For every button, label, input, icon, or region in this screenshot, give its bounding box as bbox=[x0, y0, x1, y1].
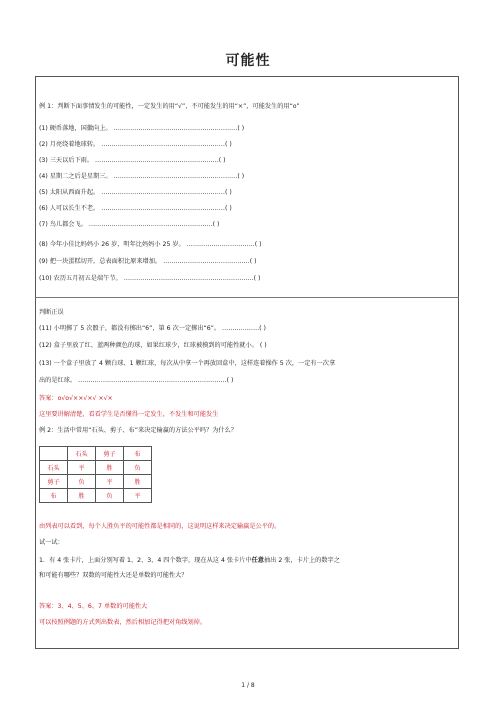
example1-item: (1) 硬币落地，国徽向上。 ……………………………………………………( ) bbox=[39, 125, 245, 132]
table-row bbox=[40, 461, 152, 475]
try-question-line-2: 和可能有哪些？双数的可能性大还是单数的可能性大？ bbox=[39, 572, 188, 579]
example1-item: (6) 人可以长生不老。 ……………………………………………………( ) bbox=[39, 205, 232, 212]
table-cell: 石头 bbox=[68, 447, 96, 461]
judge-item: 出的是红球。 ………………………………………………………………( ) bbox=[39, 377, 234, 384]
example1-heading: 例 1：判断下面事情发生的可能性，一定发生的用“√”，不可能发生的用“×”，可能发生的用“o” bbox=[39, 103, 300, 110]
try-question-text: 抽出 2 张，卡片上的数字之 bbox=[263, 557, 340, 564]
table-cell: 平 bbox=[68, 461, 96, 475]
page-title: 可能性 bbox=[225, 53, 271, 69]
table-cell: 负 bbox=[124, 461, 152, 475]
teacher-note-2: 可以按照例题的方式列出数表，然后相加记得把对角线划掉。 bbox=[39, 619, 207, 626]
table-cell: 胜 bbox=[124, 475, 152, 489]
table-cell: 胜 bbox=[96, 461, 124, 475]
conclusion: 由列表可以看到，每个人胜负平的可能性都是相同的，这说明这样来决定输赢是公平的。 bbox=[39, 523, 281, 530]
table-cell: 石头 bbox=[40, 461, 68, 475]
try-question-line-1 bbox=[39, 557, 340, 565]
table-cell: 布 bbox=[124, 447, 152, 461]
table-cell: 剪子 bbox=[40, 475, 68, 489]
judge-item: (13) 一个盒子里放了 4 颗白球、1 颗红球，每次从中拿一个再放回盒中，这样连着操作 5 次，一定有一次拿 bbox=[39, 360, 336, 367]
try-question-emphasis: 任意 bbox=[251, 557, 264, 564]
answer-2: 答案：3、4、5、6、7 单数的可能性大 bbox=[39, 603, 148, 610]
table-cell: 布 bbox=[40, 489, 68, 503]
table-cell: 平 bbox=[124, 489, 152, 503]
judge-item: (12) 盒子里放了红、蓝两种颜色的球，如果红球少，红球被摸到的可能性就小。 ( ) bbox=[39, 342, 267, 349]
table-row bbox=[40, 489, 152, 503]
judge-heading: 判断正误 bbox=[39, 309, 64, 316]
table-row bbox=[40, 447, 152, 461]
answer-prefix: 答案： bbox=[39, 395, 58, 402]
judge-item: (11) 小明掷了 5 次骰子，都没有掷出“6”，第 6 次一定掷出“6”。 ………………( ) bbox=[39, 325, 266, 332]
teacher-note-1: 这里要讲解清楚，看看学生是否懂得一定发生，不发生和可能发生 bbox=[39, 411, 219, 418]
page-number: 1 / 8 bbox=[241, 682, 255, 689]
table-cell: 负 bbox=[68, 475, 96, 489]
try-question-text: 1．有 4 张卡片，上面分别写着 1、2、3、4 四个数字，现在从这 4 张卡片中 bbox=[39, 557, 252, 564]
example2-heading: 例 2：生活中常用“石头、剪子、布”来决定输赢的方法公平吗？为什么？ bbox=[39, 427, 237, 434]
table-row bbox=[40, 475, 152, 489]
example1-item: (10) 农历五月初五是端午节。 ………………………………………………………( ) bbox=[39, 275, 261, 282]
answer-1 bbox=[39, 395, 113, 403]
try-heading: 试一试： bbox=[39, 539, 64, 546]
table-cell: 剪子 bbox=[96, 447, 124, 461]
table-cell: 胜 bbox=[68, 489, 96, 503]
example1-item: (3) 三天以后下雨。 ……………………………………………………( ) bbox=[39, 157, 226, 164]
rps-table bbox=[39, 446, 152, 503]
example1-item: (5) 太阳从西面升起。 ……………………………………………………( ) bbox=[39, 189, 232, 196]
table-cell bbox=[40, 447, 68, 461]
example1-item: (2) 月亮绕着地球转。 ……………………………………………………( ) bbox=[39, 141, 232, 148]
section-divider bbox=[35, 297, 459, 298]
answer-value: o√o√××√×√ ×√× bbox=[57, 395, 113, 402]
example1-item: (9) 把一块蛋糕切开，总表面积比原来增加。 ……………………………………( ) bbox=[39, 258, 257, 265]
example1-item: (8) 今年小佳比妈妈小 26 岁，明年比妈妈小 25 岁。 ……………………………( ) bbox=[39, 241, 262, 248]
table-cell: 负 bbox=[96, 489, 124, 503]
example1-item: (4) 星期二之后是星期三。 ……………………………………………………( ) bbox=[39, 173, 245, 180]
table-cell: 平 bbox=[96, 475, 124, 489]
example1-item: (7) 鸟儿都会飞。 ……………………………………………………( ) bbox=[39, 221, 220, 228]
